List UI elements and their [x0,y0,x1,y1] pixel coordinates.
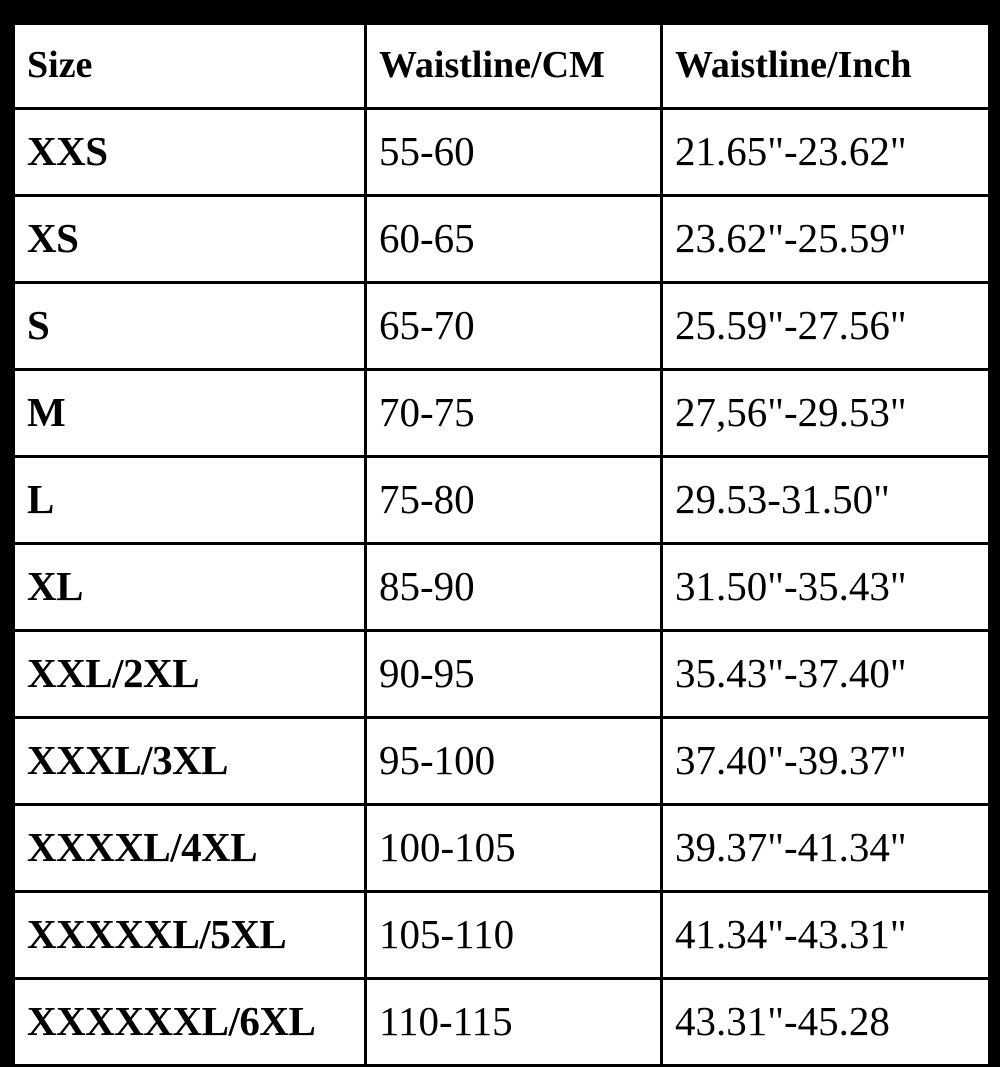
cell-waistline-cm: 105-110 [366,892,662,979]
cell-waistline-inch: 29.53-31.50" [662,457,990,544]
size-chart-container [12,22,988,1044]
cell-size: XS [14,196,366,283]
cell-waistline-cm: 55-60 [366,109,662,196]
table-row [14,805,990,892]
cell-waistline-cm: 60-65 [366,196,662,283]
table-row [14,718,990,805]
cell-waistline-inch: 37.40"-39.37" [662,718,990,805]
cell-waistline-inch: 21.65"-23.62" [662,109,990,196]
cell-waistline-cm: 75-80 [366,457,662,544]
column-header-waistline-cm: Waistline/CM [366,24,662,109]
table-row [14,196,990,283]
cell-waistline-inch: 43.31"-45.28 [662,979,990,1066]
cell-waistline-inch: 31.50"-35.43" [662,544,990,631]
table-row [14,979,990,1066]
cell-size: S [14,283,366,370]
size-chart-table [12,22,991,1067]
cell-size: XXXXL/4XL [14,805,366,892]
cell-size: XXXXXXL/6XL [14,979,366,1066]
column-header-size: Size [14,24,366,109]
table-row [14,544,990,631]
cell-waistline-cm: 65-70 [366,283,662,370]
cell-waistline-inch: 41.34"-43.31" [662,892,990,979]
cell-waistline-inch: 23.62"-25.59" [662,196,990,283]
table-row [14,631,990,718]
cell-waistline-cm: 95-100 [366,718,662,805]
table-row [14,109,990,196]
cell-size: XXXL/3XL [14,718,366,805]
cell-waistline-inch: 35.43"-37.40" [662,631,990,718]
table-row [14,457,990,544]
cell-waistline-cm: 85-90 [366,544,662,631]
cell-waistline-inch: 27,56"-29.53" [662,370,990,457]
cell-size: M [14,370,366,457]
table-row [14,892,990,979]
cell-size: L [14,457,366,544]
cell-size: XXS [14,109,366,196]
cell-size: XXXXXL/5XL [14,892,366,979]
table-header [14,24,990,109]
table-body [14,109,990,1066]
column-header-waistline-inch: Waistline/Inch [662,24,990,109]
cell-size: XXL/2XL [14,631,366,718]
cell-waistline-inch: 39.37"-41.34" [662,805,990,892]
cell-size: XL [14,544,366,631]
cell-waistline-cm: 100-105 [366,805,662,892]
cell-waistline-cm: 110-115 [366,979,662,1066]
table-header-row [14,24,990,109]
table-row [14,370,990,457]
cell-waistline-cm: 90-95 [366,631,662,718]
cell-waistline-inch: 25.59"-27.56" [662,283,990,370]
table-row [14,283,990,370]
cell-waistline-cm: 70-75 [366,370,662,457]
